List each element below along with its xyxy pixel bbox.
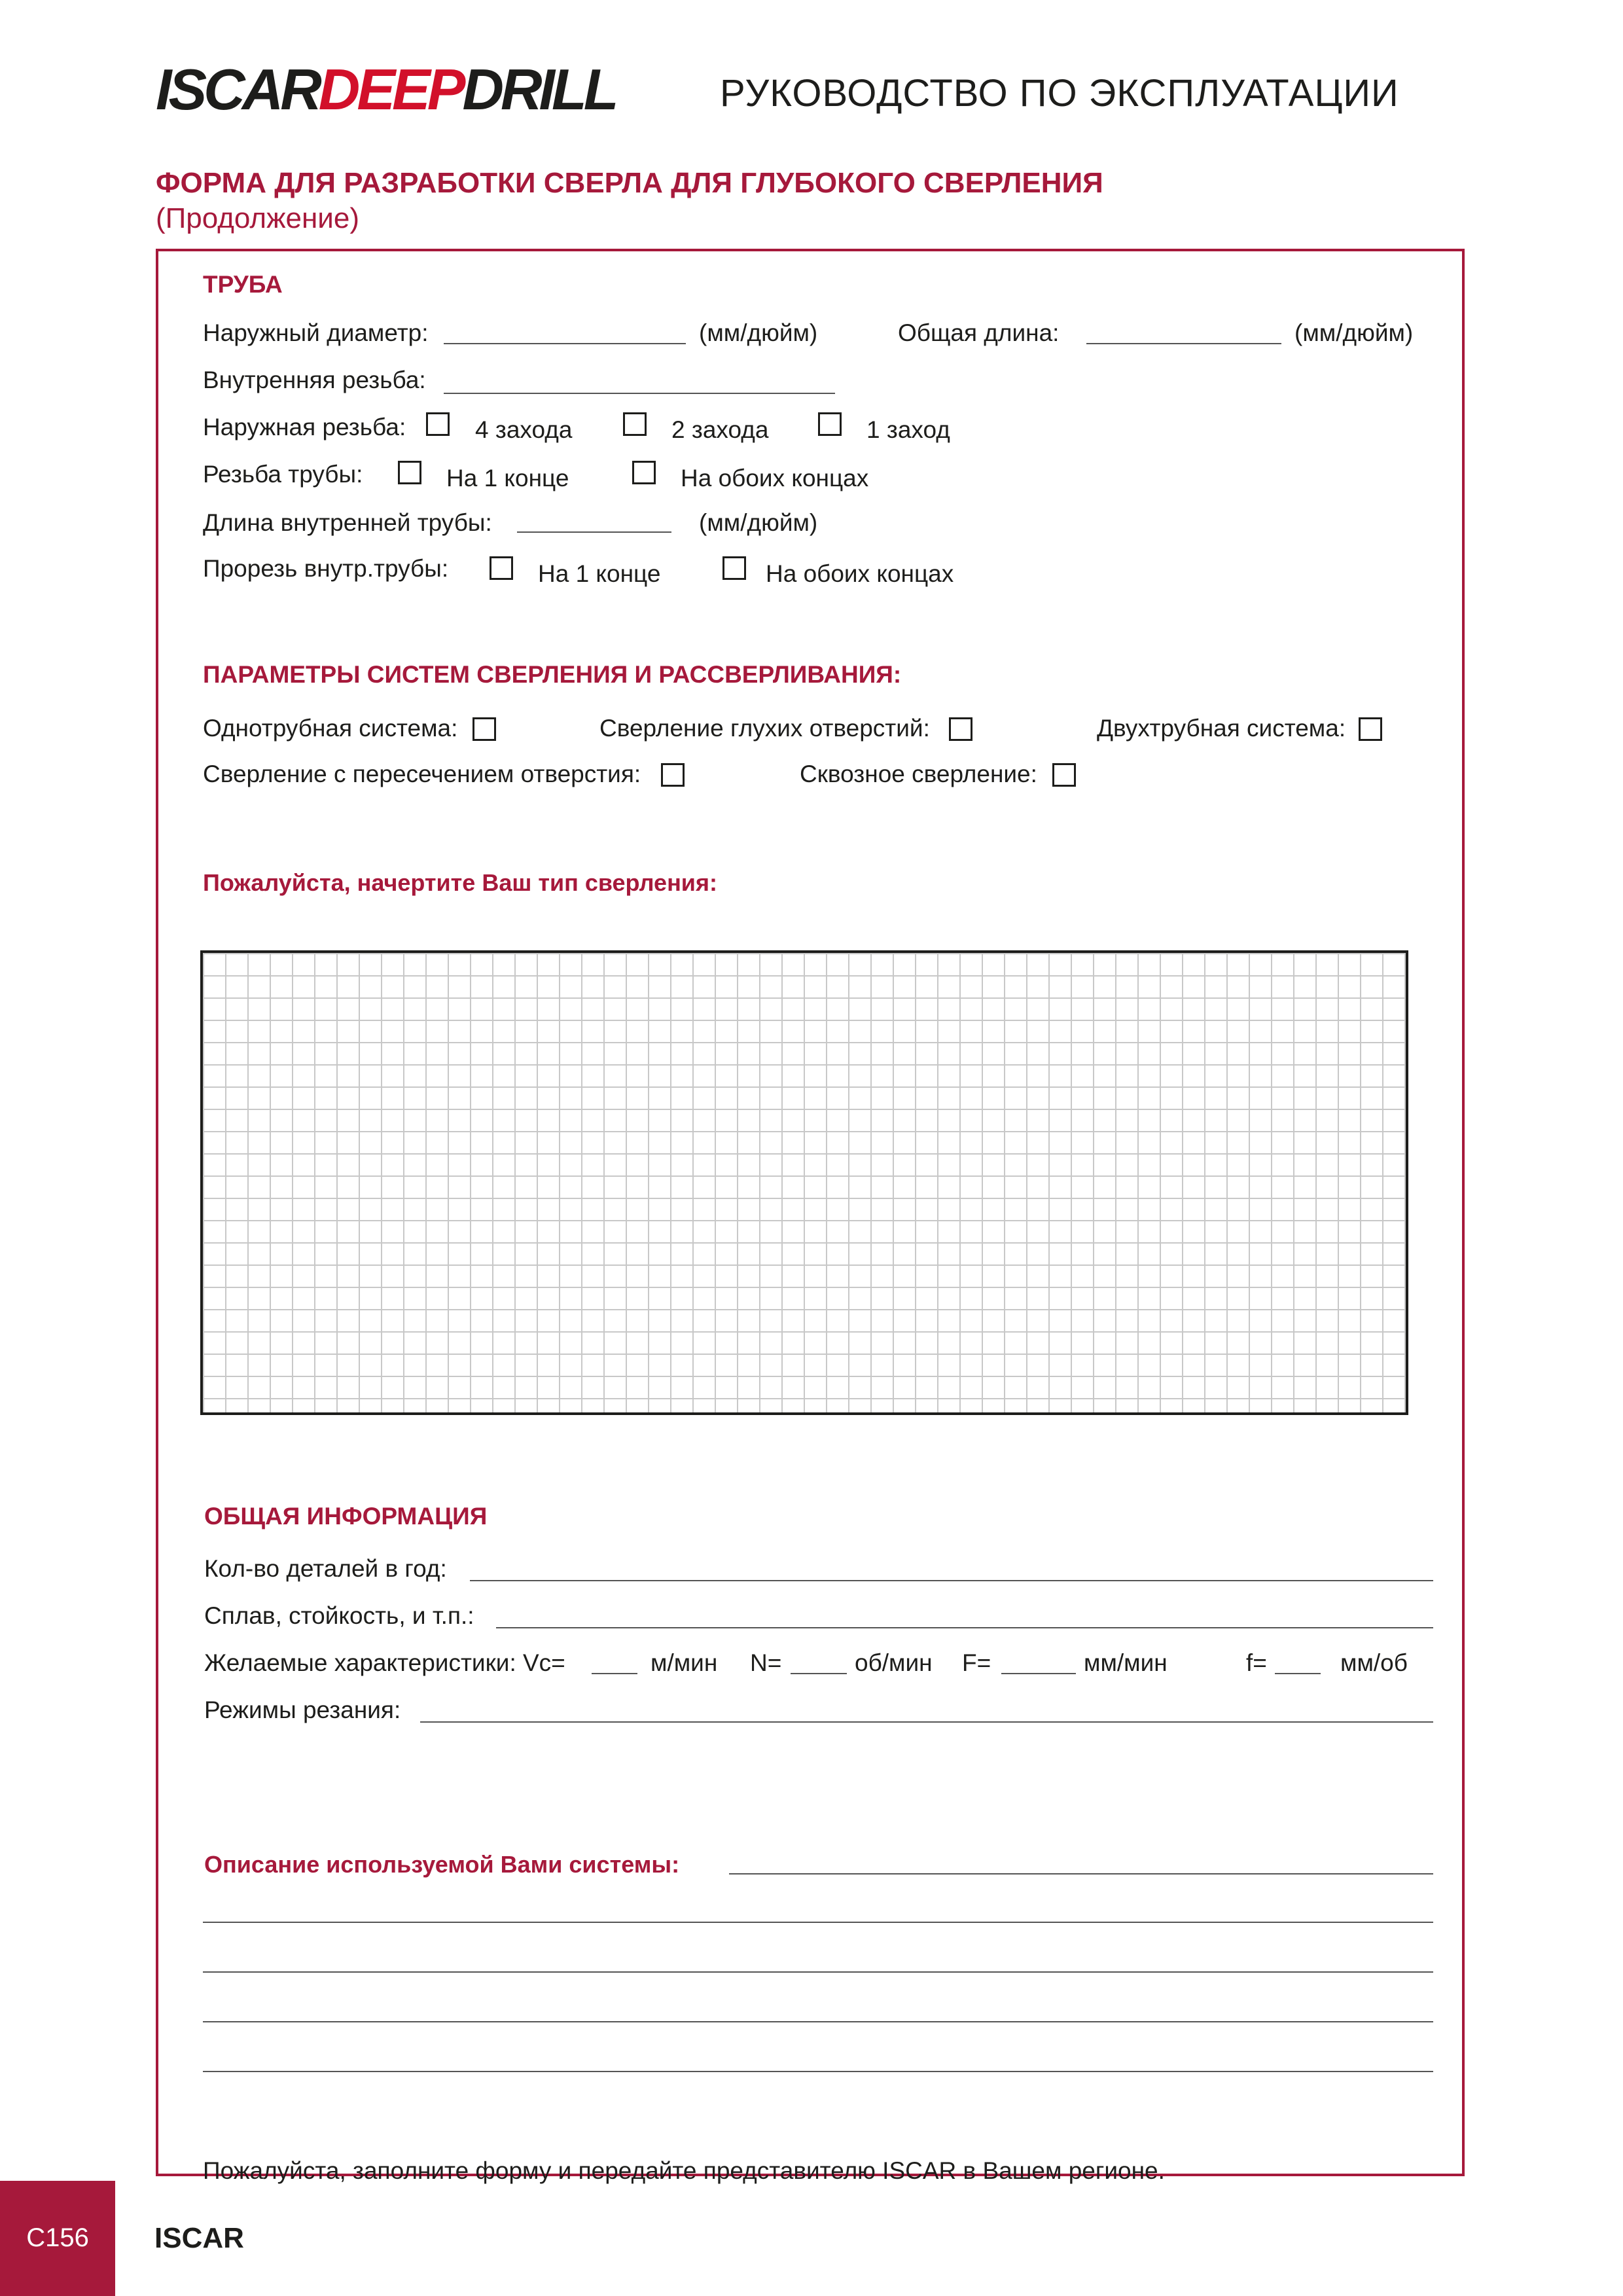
alloy-label: Сплав, стойкость, и т.п.: <box>204 1602 474 1629</box>
through-checkbox[interactable] <box>1052 763 1076 787</box>
document-title: РУКОВОДСТВО ПО ЭКСПЛУАТАЦИИ <box>720 72 1399 115</box>
intersecting-checkbox[interactable] <box>661 763 685 787</box>
outer-thread-2-checkbox[interactable] <box>623 412 647 436</box>
total-length-unit: (мм/дюйм) <box>1294 319 1414 346</box>
outer-diameter-label: Наружный диаметр: <box>203 319 429 346</box>
single-tube-checkbox[interactable] <box>473 717 496 741</box>
blind-holes-checkbox[interactable] <box>949 717 972 741</box>
cutting-modes-label: Режимы резания: <box>204 1696 401 1723</box>
parts-per-year-field[interactable] <box>470 1580 1433 1581</box>
inner-tube-slot-both-ends-label: На обоих концах <box>766 560 954 587</box>
f-label: F= <box>962 1649 991 1676</box>
vc-unit: м/мин <box>651 1649 718 1676</box>
inner-thread-field[interactable] <box>444 393 835 394</box>
logo-iscar: ISCAR <box>156 57 319 122</box>
footer-brand: ISCAR <box>154 2222 244 2254</box>
iscar-deepdrill-logo <box>156 57 616 122</box>
total-length-field[interactable] <box>1086 343 1281 344</box>
outer-thread-2-label: 2 захода <box>671 416 769 443</box>
two-tube-checkbox[interactable] <box>1359 717 1382 741</box>
pipe-thread-label: Резьба трубы: <box>203 461 363 488</box>
outer-thread-label: Наружная резьба: <box>203 414 406 440</box>
description-line-4[interactable] <box>203 2021 1433 2022</box>
description-heading: Описание используемой Вами системы: <box>204 1851 680 1878</box>
f-field[interactable] <box>1001 1673 1076 1674</box>
pipe-thread-one-end-label: На 1 конце <box>446 465 569 492</box>
vc-field[interactable] <box>592 1673 637 1674</box>
description-line-2[interactable] <box>203 1922 1433 1923</box>
pipe-thread-both-ends-checkbox[interactable] <box>632 461 656 484</box>
inner-tube-slot-label: Прорезь внутр.трубы: <box>203 555 449 582</box>
blind-holes-label: Сверление глухих отверстий: <box>599 715 930 742</box>
single-tube-label: Однотрубная система: <box>203 715 458 742</box>
general-heading: ОБЩАЯ ИНФОРМАЦИЯ <box>204 1503 488 1530</box>
desired-label: Желаемые характеристики: Vc= <box>204 1649 565 1676</box>
logo-deep: DEEP <box>318 57 463 122</box>
logo-drill: DRILL <box>462 57 616 122</box>
parts-per-year-label: Кол-во деталей в год: <box>204 1555 447 1582</box>
outer-thread-1-label: 1 заход <box>866 416 950 443</box>
description-line-3[interactable] <box>203 1971 1433 1973</box>
n-field[interactable] <box>791 1673 847 1674</box>
inner-tube-length-label: Длина внутренней трубы: <box>203 509 492 536</box>
feed-per-rev-unit: мм/об <box>1340 1649 1408 1676</box>
f-unit: мм/мин <box>1084 1649 1168 1676</box>
description-line-1[interactable] <box>729 1873 1433 1874</box>
inner-tube-slot-both-ends-checkbox[interactable] <box>722 556 746 580</box>
systems-heading: ПАРАМЕТРЫ СИСТЕМ СВЕРЛЕНИЯ И РАССВЕРЛИВАНИЯ: <box>203 661 902 688</box>
description-line-5[interactable] <box>203 2071 1433 2072</box>
inner-tube-slot-one-end-label: На 1 конце <box>538 560 661 587</box>
outer-diameter-unit: (мм/дюйм) <box>699 319 818 346</box>
form-title: ФОРМА ДЛЯ РАЗРАБОТКИ СВЕРЛА ДЛЯ ГЛУБОКОГО СВЕРЛЕНИЯ <box>156 167 1103 199</box>
alloy-field[interactable] <box>496 1627 1433 1628</box>
intersecting-label: Сверление с пересечением отверстия: <box>203 761 641 787</box>
form-subtitle: (Продолжение) <box>156 202 360 234</box>
through-label: Сквозное сверление: <box>800 761 1037 787</box>
outer-diameter-field[interactable] <box>444 343 686 344</box>
inner-tube-length-unit: (мм/дюйм) <box>699 509 818 536</box>
inner-tube-slot-one-end-checkbox[interactable] <box>490 556 513 580</box>
pipe-thread-one-end-checkbox[interactable] <box>398 461 421 484</box>
inner-tube-length-field[interactable] <box>517 531 671 533</box>
pipe-thread-both-ends-label: На обоих концах <box>681 465 869 492</box>
page-number: C156 <box>26 2223 89 2252</box>
sketch-prompt: Пожалуйста, начертите Ваш тип сверления: <box>203 869 717 896</box>
n-unit: об/мин <box>855 1649 933 1676</box>
two-tube-label: Двухтрубная система: <box>1097 715 1346 742</box>
inner-thread-label: Внутренняя резьба: <box>203 367 426 393</box>
total-length-label: Общая длина: <box>898 319 1060 346</box>
cutting-modes-field[interactable] <box>420 1721 1433 1723</box>
outer-thread-4-label: 4 захода <box>475 416 573 443</box>
submit-note: Пожалуйста, заполните форму и передайте представителю ISCAR в Вашем регионе. <box>203 2157 1165 2184</box>
page-number-tab <box>0 2181 115 2296</box>
n-label: N= <box>750 1649 782 1676</box>
outer-thread-1-checkbox[interactable] <box>818 412 842 436</box>
feed-per-rev-field[interactable] <box>1275 1673 1321 1674</box>
tube-heading: ТРУБА <box>203 271 283 298</box>
outer-thread-4-checkbox[interactable] <box>426 412 450 436</box>
sketch-grid[interactable] <box>200 950 1408 1415</box>
feed-per-rev-label: f= <box>1246 1649 1267 1676</box>
